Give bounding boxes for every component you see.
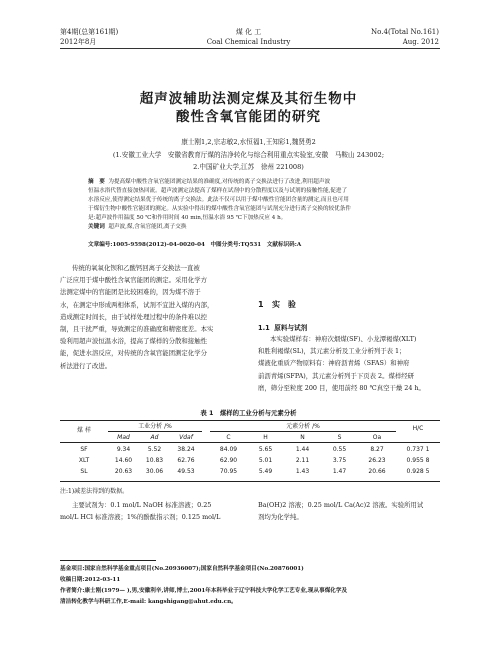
- table-cell: 1.44: [295, 446, 310, 453]
- keywords-label: 关键词: [88, 224, 105, 230]
- intro-line: 制，且干扰严重，导致测定的准确度和精密度差。本实: [60, 325, 214, 334]
- table-cell: 10.83: [145, 457, 164, 464]
- journal-name-en: Coal Chemical Industry: [206, 38, 291, 46]
- table-cell: XLT: [78, 457, 90, 464]
- table-subheader: H: [263, 434, 268, 441]
- date-cn: 2012年8月: [60, 38, 97, 46]
- table-subheader: S: [337, 434, 342, 441]
- journal-name-cn: 煤 化 工: [235, 28, 262, 36]
- table-ultimate-header: 元素分析 /%: [286, 423, 320, 430]
- table-cell: SF: [80, 446, 88, 453]
- affiliation-line-2: 2.中国矿业大学,江苏 徐州 221008): [193, 163, 304, 171]
- table-subheader: Oa: [372, 434, 382, 441]
- table-subheader: Mad: [117, 434, 130, 441]
- table-proximate-header: 工业分析 /%: [138, 423, 172, 430]
- table-cell: 1.43: [295, 468, 310, 475]
- table-subheader: N: [300, 434, 305, 441]
- table-subheader-row: [108, 432, 396, 443]
- table-note: 注:1)减差法得到的数据。: [60, 488, 129, 495]
- intro-line: 造成测定时间长，由于试样处理过程中的条件难以控: [60, 312, 207, 321]
- table-cell: 70.95: [219, 468, 238, 475]
- table-cell: 0.928 5: [406, 468, 430, 475]
- table-cell: 5.49: [258, 468, 273, 475]
- table-cell: 2.11: [295, 457, 310, 464]
- article-meta: 文章编号:1005-9598(2012)-04-0020-04 中图分类号:TQ531 文献标识码:A: [88, 242, 302, 248]
- issue-en: No.4(Total No.161): [371, 28, 439, 36]
- table-subheader: Vdaf: [179, 434, 193, 441]
- materials-line: 煤液化重质产物原料有：神府沥青烯（SFAS）和神府: [258, 359, 410, 368]
- intro-line: 水，在测定中形成两相体系，试剂不宜进入煤的内部，: [60, 300, 214, 309]
- issue-cn: 第4期(总第161期): [60, 28, 119, 36]
- reagents-line: 主要试剂为：0.1 mol/L NaOH 标准溶液；0.25: [72, 501, 212, 509]
- abstract-line-2: 恒温水浴代替直接加热回流。超声波测定法提高了煤样在试剂中的分散程度以及与试剂的接触性能,促进了: [88, 188, 348, 194]
- received-date: 收稿日期:2012-03-11: [60, 577, 121, 583]
- table-cell: 38.24: [177, 446, 195, 453]
- abstract: [88, 178, 416, 232]
- table-coal-header: 煤 样: [77, 427, 91, 434]
- materials-line: 本实验煤样有：神府次烟煤(SF)、小龙潭褐煤(XLT): [270, 335, 417, 343]
- table-cell: 20.66: [368, 468, 386, 475]
- keywords: 超声波,煤,含氧官能团,离子交换: [108, 224, 187, 230]
- materials-line: 和胜利褐煤(SL)，其元素分析及工业分析列于表 1；: [258, 347, 406, 356]
- table-cell: SL: [80, 468, 88, 475]
- funding-note: 基金项目:国家自然科学基金重点项目(No.20936007);国家自然科学基金项目(No.20876001): [60, 566, 304, 572]
- author-bio: 作者简介:康士刚(1979— ),男,安徽利辛,讲师,博士,2001年本科毕业于辽宁科技大学化学工艺专业,现从事煤化学及: [60, 588, 348, 594]
- date-en: Aug. 2012: [402, 38, 439, 46]
- table-cell: 49.53: [177, 468, 195, 475]
- reagents-line: mol/L HCl 标准溶液；1%的酚酞指示剂；0.125 mol/L: [60, 513, 221, 522]
- table-cell: 0.737 1: [406, 446, 430, 453]
- table-cell: 1.47: [332, 468, 347, 475]
- table-cell: 0.955 8: [406, 457, 430, 464]
- footnotes: [60, 564, 444, 608]
- table-cell: 62.90: [219, 457, 238, 464]
- footnote-rule: [60, 560, 156, 561]
- table-row: [60, 466, 440, 477]
- table-1-caption: 表 1 煤样的工业分析与元素分析: [200, 409, 297, 417]
- section-1-heading: 1 实 验: [258, 300, 296, 309]
- authors: 康士刚1,2,宗志敏2,水恒福1,王知彩1,魏贤勇2: [181, 138, 316, 146]
- intro-line: 法测定煤中的官能团是比较困难的，因为煤不溶于: [60, 288, 201, 297]
- table-cell: 30.06: [145, 468, 164, 475]
- intro-line: 析法进行了改进。: [60, 361, 112, 370]
- abstract-line-5: 是:超声波作用温度 50 ℃和作用时间 40 min,恒温水浴 95 ℃下加热反应 4 h。: [88, 215, 287, 221]
- intro-paragraph: [60, 262, 244, 372]
- table-cell: 9.34: [116, 446, 131, 453]
- header-rule: [60, 48, 440, 49]
- table-1-body: [60, 444, 440, 477]
- title-line-2: 酸性含氧官能团的研究: [176, 109, 321, 125]
- abstract-label: 摘 要: [88, 179, 105, 185]
- table-cell: 14.60: [114, 457, 133, 464]
- table-cell: 3.75: [332, 457, 347, 464]
- subsection-1-1-heading: 1.1 原料与试剂: [258, 324, 308, 332]
- affiliation-line-1: (1.安徽工业大学 安徽省教育厅煤的洁净转化与综合利用重点实验室,安徽 马鞍山 243002;: [112, 151, 385, 159]
- table-cell: 84.09: [219, 446, 238, 453]
- table-row: [60, 455, 440, 466]
- intro-line: 广泛应用于煤中酸性含氧官能团的测定。采用化学方: [60, 276, 207, 285]
- table-cell: 5.65: [258, 446, 273, 453]
- table-cell: 26.23: [368, 457, 386, 464]
- author-bio-cont: 清洁转化教学与科研工作,E-mail: kangshigang@ahut.edu.cn。: [60, 599, 237, 605]
- table-bottom-rule: [60, 481, 440, 482]
- materials-line: 前沥青烯(SFPA)，其元素分析列于下页表 2。煤样经研: [258, 371, 415, 380]
- abstract-line-1: 摘 要 为提高煤中酸性含氧官能团测定结果的准确度,对传统的离子交换法进行了改进,利用超声波: [88, 179, 331, 185]
- table-cell: 0.55: [332, 446, 347, 453]
- materials-line: 磨，筛分至粒度 200 目，使用前经 80 ℃真空干燥 24 h。: [258, 383, 425, 392]
- table-cell: 5.52: [147, 446, 162, 453]
- reagents-left: [60, 499, 244, 523]
- reagents-line: Ba(OH)2 溶液；0.25 mol/L Ca(Ac)2 溶液。实验所用试: [258, 501, 424, 509]
- intro-line: 传统的氧氧化钡和乙酸钙回离子交换法一直被: [72, 264, 200, 272]
- table-cell: 8.27: [370, 446, 384, 453]
- title-line-1: 超声波辅助法测定煤及其衍生物中: [139, 91, 358, 107]
- table-cell: 62.76: [177, 457, 195, 464]
- reagents-line: 剂均为化学纯。: [258, 513, 303, 522]
- table-subheader: C: [226, 434, 231, 441]
- abstract-line-3: 水溶反应,使得测定结果优于传统的离子交换法。此法不仅可以用于煤中酸性官能团含量的测定,而且也可用: [88, 197, 349, 203]
- intro-line: 验利用超声波恒温水浴，提高了煤样的分散和接触性: [60, 337, 207, 346]
- table-cell: 20.63: [114, 468, 133, 475]
- reagents-right: [258, 499, 440, 523]
- intro-line: 能，促进水溶反应，对传统的含氧官能团测定化学分: [60, 349, 207, 358]
- table-cell: 5.01: [258, 457, 273, 464]
- abstract-line-4: 于煤衍生物中酸性官能团的测定。从实验中得出的煤中酸性含氧官能团与试剂充分进行离子交换的较优条件: [88, 206, 351, 212]
- table-row: [60, 444, 440, 455]
- keywords-line: [88, 223, 416, 232]
- materials-paragraph: [258, 333, 440, 394]
- table-hc-header: H/C: [412, 425, 424, 432]
- table-subheader: Ad: [150, 434, 159, 441]
